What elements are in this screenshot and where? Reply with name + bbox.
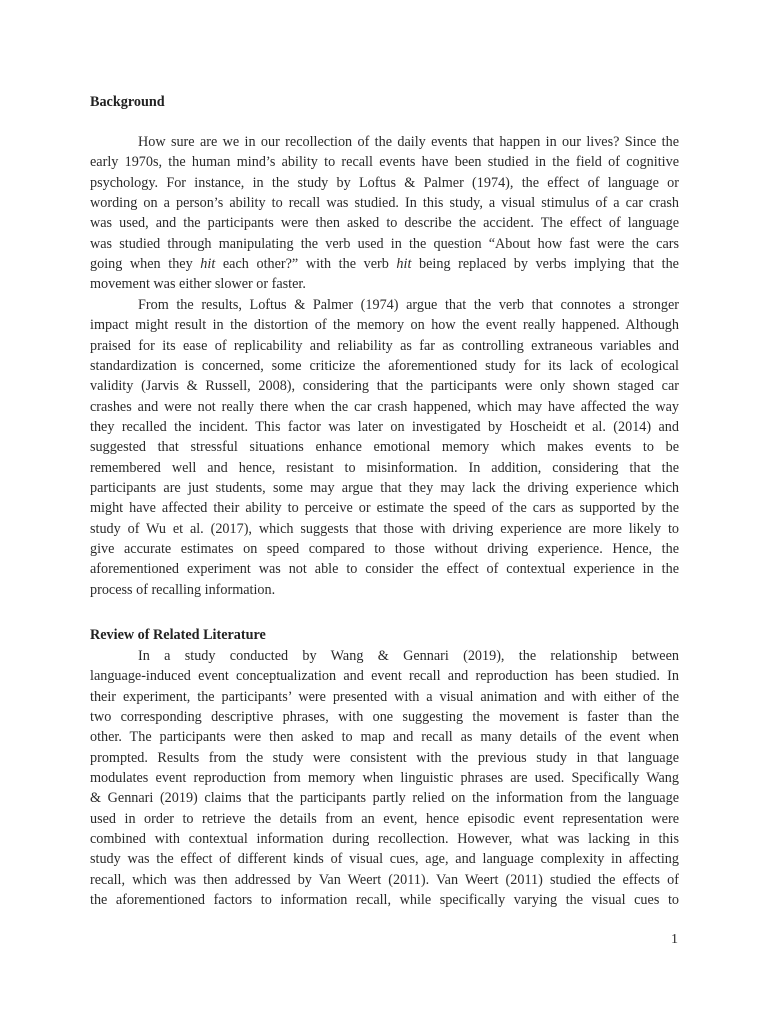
text-segment: suggested that stressful situations enhance emotional memory which makes events to be	[90, 439, 679, 456]
text-line	[90, 437, 679, 457]
text-segment: language-induced event conceptualization and event recall and reproduction has been studied. In	[90, 668, 679, 685]
text-segment: give accurate estimates on speed compared to those without driving experience. Hence, the	[90, 541, 679, 558]
text-segment: praised for its ease of replicability and reliability as far as controlling extraneous variables and	[90, 337, 679, 354]
text-line	[90, 498, 679, 518]
text-segment: & Gennari (2019) claims that the participants partly relied on the information from the language	[90, 790, 679, 807]
italic-text: hit	[396, 256, 412, 273]
text-line	[90, 152, 679, 172]
text-segment: study of Wu et al. (2017), which suggests that those with driving experience are more likely to	[90, 520, 679, 537]
text-line	[90, 397, 679, 417]
text-line	[90, 890, 679, 910]
text-segment: early 1970s, the human mind’s ability to recall events have been studied in the field of cognitive	[90, 154, 679, 171]
text-line	[90, 132, 679, 152]
text-line	[90, 458, 679, 478]
text-segment: modulates event reproduction from memory when linguistic phrases are used. Specifically Wang	[90, 770, 679, 787]
text-line	[90, 768, 679, 788]
section-heading-background: Background	[90, 94, 165, 110]
text-line	[90, 274, 679, 294]
text-line	[90, 707, 679, 727]
text-line	[90, 193, 679, 213]
text-segment: How sure are we in our recollection of the daily events that happen in our lives? Since the	[138, 134, 679, 150]
text-line	[90, 478, 679, 498]
text-segment: their experiment, the participants’ were presented with a visual animation and with either of the	[90, 688, 679, 705]
text-line	[90, 748, 679, 768]
text-segment: aforementioned experiment was not able to consider the effect of contextual experience in the	[90, 561, 679, 578]
text-segment: psychology. For instance, in the study by Loftus & Palmer (1974), the effect of language or	[90, 174, 679, 191]
text-segment: two corresponding descriptive phrases, with one suggesting the movement is faster than the	[90, 709, 679, 726]
text-line	[90, 646, 679, 666]
text-segment: other. The participants were then asked to map and recall as many details of the event when	[90, 729, 679, 746]
text-segment: impact might result in the distortion of the memory on how the event really happened. Although	[90, 317, 679, 334]
text-line	[90, 727, 679, 747]
text-segment: In a study conducted by Wang & Gennari (2019), the relationship between	[138, 648, 679, 664]
text-segment: crashes and were not really there when the car crash happened, which may have affected the way	[90, 398, 679, 415]
text-segment: combined with contextual information during recollection. However, what was lacking in this	[90, 831, 679, 848]
text-segment: each other?” with the verb	[215, 256, 397, 273]
paragraph-background-2	[90, 295, 679, 600]
text-line	[90, 539, 679, 559]
text-line	[90, 376, 679, 396]
text-segment: might have affected their ability to perceive or estimate the speed of the cars as supported by the	[90, 500, 679, 517]
text-segment: the aforementioned factors to information recall, while specifically varying the visual cues to	[90, 892, 679, 909]
text-segment: was used, and the participants were then asked to describe the accident. The effect of language	[90, 215, 679, 232]
text-line	[90, 295, 679, 315]
text-segment: movement was either slower or faster.	[90, 276, 306, 293]
text-segment: prompted. Results from the study were consistent with the previous study in that language	[90, 749, 679, 766]
text-line	[90, 254, 679, 274]
text-line	[90, 417, 679, 437]
text-segment: used in order to retrieve the details from an event, hence episodic event representation were	[90, 810, 679, 827]
text-segment: wording on a person’s ability to recall was studied. In this study, a visual stimulus of a car crash	[90, 195, 679, 212]
text-line	[90, 687, 679, 707]
italic-text: hit	[200, 256, 216, 273]
text-segment: process of recalling information.	[90, 581, 276, 598]
text-line	[90, 519, 679, 539]
text-line	[90, 809, 679, 829]
text-segment: participants are just students, some may argue that they may lack the driving experience which	[90, 480, 679, 497]
text-line	[90, 829, 679, 849]
text-line	[90, 234, 679, 254]
paragraph-background-1	[90, 132, 679, 295]
text-line	[90, 356, 679, 376]
text-segment: recall, which was then addressed by Van Weert (2011). Van Weert (2011) studied the effects of	[90, 871, 679, 888]
text-line	[90, 315, 679, 335]
text-segment: was studied through manipulating the verb used in the question “About how fast were the cars	[90, 235, 679, 252]
text-line	[90, 213, 679, 233]
text-line	[90, 336, 679, 356]
paragraph-review-1	[90, 646, 679, 910]
text-line	[90, 870, 679, 890]
text-segment: From the results, Loftus & Palmer (1974) argue that the verb that connotes a stronger	[138, 297, 679, 313]
page-number: 1	[671, 932, 678, 947]
text-line	[90, 788, 679, 808]
text-line	[90, 173, 679, 193]
section-heading-review: Review of Related Literature	[90, 627, 266, 643]
text-segment: going when they	[90, 256, 201, 273]
text-line	[90, 559, 679, 579]
text-segment: validity (Jarvis & Russell, 2008), considering that the participants were only shown staged car	[90, 378, 679, 395]
text-line	[90, 849, 679, 869]
text-segment: study was the effect of different kinds of visual cues, age, and language complexity in affecting	[90, 851, 679, 868]
text-segment: being replaced by verbs implying that the	[411, 256, 679, 273]
text-line	[90, 580, 679, 600]
text-segment: they recalled the incident. This factor was later on investigated by Hoscheidt et al. (2014) and	[90, 419, 679, 436]
text-segment: remembered well and hence, resistant to misinformation. In addition, considering that the	[90, 459, 679, 476]
text-segment: standardization is concerned, some criticize the aforementioned study for its lack of ecological	[90, 358, 679, 375]
text-line	[90, 666, 679, 686]
